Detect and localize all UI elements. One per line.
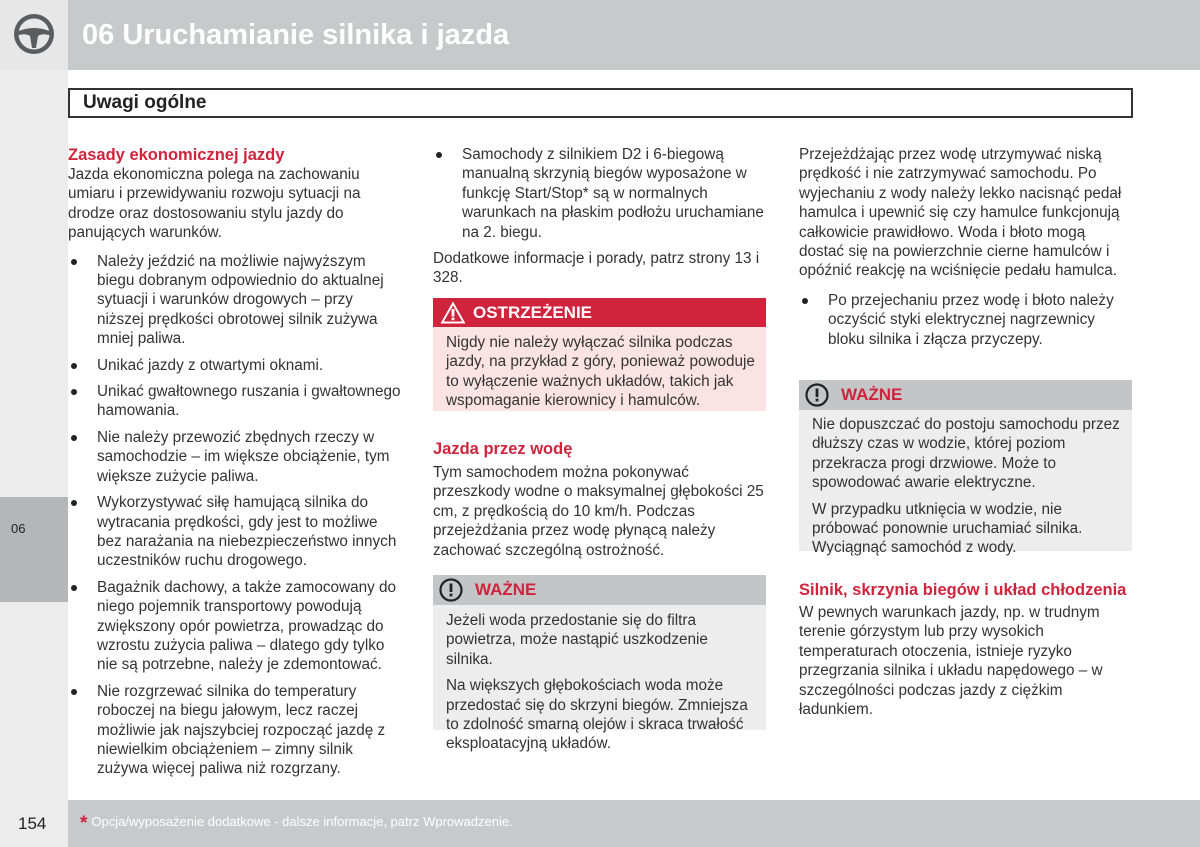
column-1	[68, 145, 403, 779]
intro-paragraph: Jazda ekonomiczna polega na zachowaniu umiaru i przewidywaniu rozwoju sytuacji na drodze oraz dostosowaniu stylu jazdy do panujących warunków.	[68, 166, 361, 242]
economic-tips-list	[68, 252, 403, 779]
more-info-paragraph: Dodatkowe informacje i porady, patrz strony 13 i 328.	[433, 250, 760, 287]
heading-driving-through-water: Jazda przez wodę	[433, 440, 573, 458]
heading-economic-driving: Zasady ekonomicznej jazdy	[68, 146, 285, 164]
list-item: Nie rozgrzewać silnika do temperatury roboczej na biegu jałowym, lecz raczej możliwie jak najszybciej rozpocząć jazdę z niewielkim obciążeniem – zimny silnik zużywa więcej paliwa niż rozgrzany.	[68, 682, 403, 779]
warning-triangle-icon	[439, 300, 467, 325]
list-item: Bagażnik dachowy, a także zamocowany do niego pojemnik transportowy powodują zwiększony opór powietrza, prowadząc do wzrostu zużycia paliwa – dlatego gdy tylko nie są potrzebne, należy je zdemontować.	[68, 578, 403, 675]
note-paragraph: Jeżeli woda przedostanie się do filtra powietrza, może nastąpić uszkodzenie silnika.	[446, 612, 708, 668]
note-box-header	[799, 380, 1132, 410]
warning-title: OSTRZEŻENIE	[473, 303, 593, 322]
section-title-bar	[68, 88, 1133, 118]
column-2-water	[433, 439, 766, 560]
footnote-text: Opcja/wyposażenie dodatkowe - dalsze informacje, patrz Wprowadzenie.	[91, 814, 513, 829]
list-item: Należy jeździć na możliwie najwyższym biegu dobranym odpowiednio do aktualnej sytuacji i warunków drogowych – przy niższej prędkości obrotowej silnik zużywa mniej paliwa.	[68, 252, 403, 349]
warning-body	[446, 333, 756, 418]
note-paragraph: W przypadku utknięcia w wodzie, nie próbować ponownie uruchamiać silnika. Wyciągnąć samochód z wody.	[812, 500, 1083, 557]
left-margin-band	[0, 70, 68, 847]
water-braking-paragraph: Przejeżdżając przez wodę utrzymywać niską prędkość i nie zatrzymywać samochodu. Po wyjechaniu z wody należy lekko nacisnąć pedał hamulca i upewnić się czy hamulce funkcjonują całkowicie prawidłowo. Woda i błoto mogą dostać się na powierzchnie cierne hamulców i opóźnić reakcję na wciśnięcie pedału hamulca.	[799, 146, 1122, 280]
note-body	[446, 611, 756, 761]
column-3-top	[799, 145, 1132, 349]
water-paragraph: Tym samochodem można pokonywać przeszkody wodne o maksymalnej głębokości 25 cm, z prędkością do 10 km/h. Podczas przejeżdżania przez wodę płynącą należy zachować szczególną ostrożność.	[433, 464, 764, 559]
steering-wheel-icon	[12, 12, 56, 56]
warning-text: Nigdy nie należy wyłączać silnika podczas jazdy, na przykład z góry, ponieważ powoduje to wyłączenie ważnych układów, takich jak wspomaganie kierownicy i hamulców.	[446, 334, 755, 410]
list-item: Nie należy przewozić zbędnych rzeczy w samochodzie – im większe obciążenie, tym większe zużycie paliwa.	[68, 428, 403, 486]
exclamation-circle-icon	[439, 578, 463, 602]
list-item: Unikać jazdy z otwartymi oknami.	[68, 356, 403, 375]
heading-engine-cooling: Silnik, skrzynia biegów i układ chłodzenia	[799, 581, 1127, 599]
note-paragraph: Nie dopuszczać do postoju samochodu przez dłuższy czas w wodzie, której poziom przekracza progi drzwiowe. Może to spowodować awarie elektryczne.	[812, 416, 1120, 492]
warning-box	[433, 298, 766, 411]
exclamation-circle-icon	[805, 383, 829, 407]
note-box-header	[433, 575, 766, 605]
list-item: Unikać gwałtownego ruszania i gwałtownego hamowania.	[68, 382, 403, 421]
footnote	[80, 813, 513, 835]
note-title: WAŻNE	[841, 385, 903, 404]
chapter-title: 06 Uruchamianie silnika i jazda	[82, 19, 510, 51]
list-item: Samochody z silnikiem D2 i 6-biegową manualną skrzynią biegów wyposażone w funkcję Start/Stop* są w normalnych warunkach na płaskim podłożu uruchamiane na 2. biegu.	[433, 145, 766, 242]
note-paragraph: Na większych głębokościach woda może przedostać się do skrzyni biegów. Zmniejsza to zdolność smarną olejów i skraca trwałość eksploatacyjną układów.	[446, 677, 748, 753]
column-2-top	[433, 145, 766, 288]
start-stop-list	[433, 145, 766, 242]
footnote-star: *	[80, 813, 88, 834]
important-note-box	[433, 575, 766, 753]
page-number: 154	[18, 814, 47, 833]
important-note-box	[799, 380, 1132, 557]
section-title: Uwagi ogólne	[83, 92, 207, 113]
list-item: Po przejechaniu przez wodę i błoto należy oczyścić styki elektrycznej nagrzewnicy bloku silnika i złącza przyczepy.	[799, 291, 1132, 349]
column-3-engine	[799, 580, 1132, 719]
side-tab-label: 06	[11, 521, 26, 536]
chapter-icon-box	[0, 0, 68, 70]
list-item: Wykorzystywać siłę hamującą silnika do wytracania prędkości, gdy jest to możliwe bez narażania na niebezpieczeństwo innych uczestników ruchu drogowego.	[68, 493, 403, 571]
warning-box-header	[433, 298, 766, 327]
chapter-side-tab[interactable]	[0, 497, 68, 602]
engine-paragraph: W pewnych warunkach jazdy, np. w trudnym terenie górzystym lub przy wysokich temperaturach otoczenia, istnieje ryzyko przegrzania silnika i układu napędowego – w szczególności podczas jazdy z ciężkim ładunkiem.	[799, 604, 1103, 719]
cleaning-list	[799, 291, 1132, 349]
note-title: WAŻNE	[475, 580, 537, 599]
note-body	[812, 415, 1122, 565]
